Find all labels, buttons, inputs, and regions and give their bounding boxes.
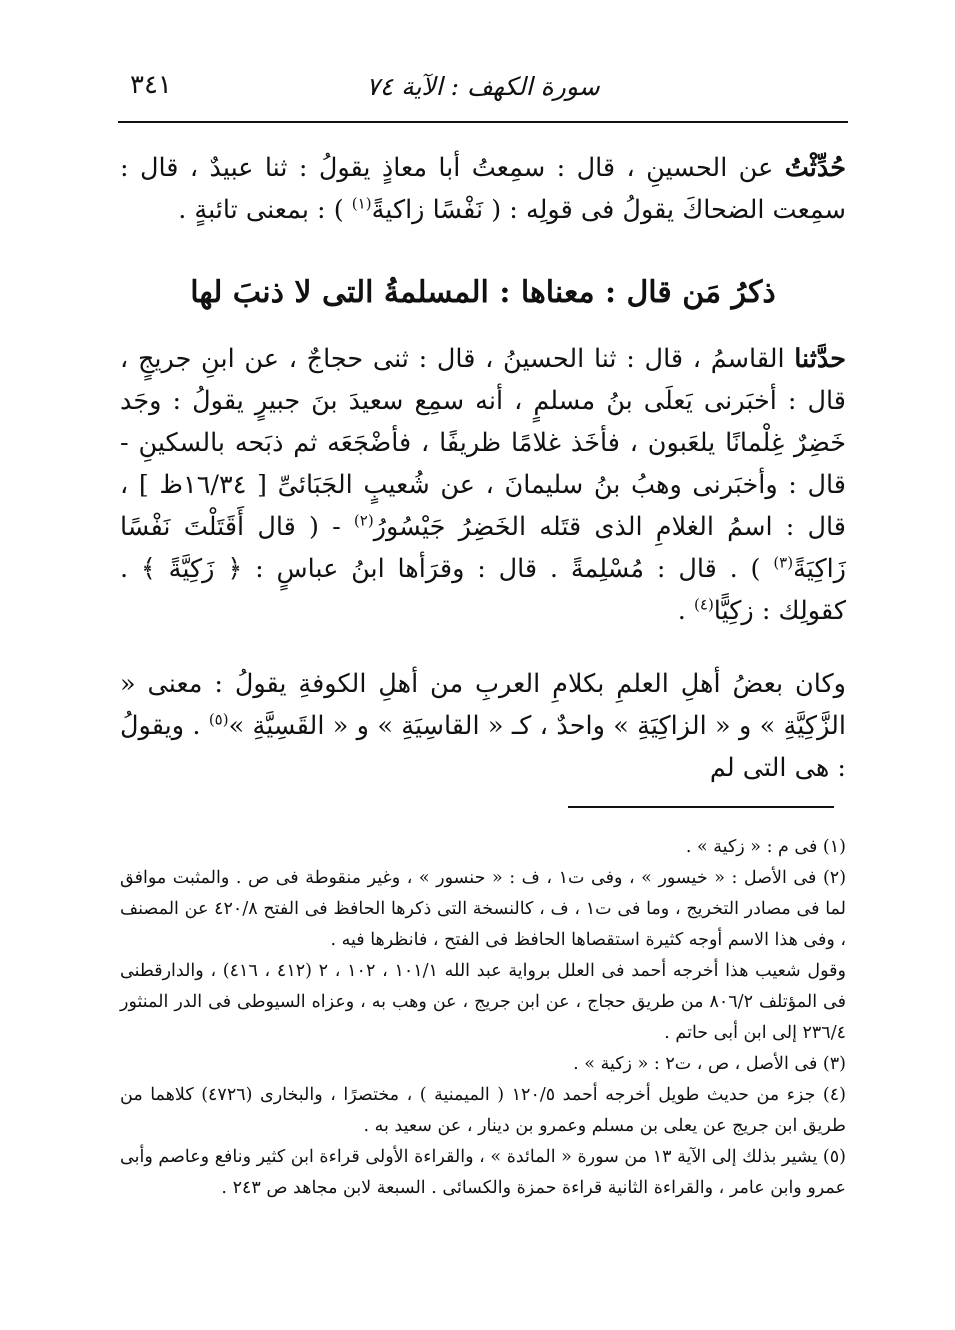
paragraph-1-text-a: عن الحسينِ ، قال : سمِعتُ أبا معاذٍ يقولُ : ثنا عبيدٌ ، قال : سمِعت الضحاكَ يقولُ فى قولِه : ( نَفْسًا زاكيةً bbox=[120, 153, 846, 225]
footnote-ref-2: (٢) bbox=[353, 511, 374, 530]
footnote-ref-5: (٥) bbox=[208, 710, 229, 729]
paragraph-1 bbox=[120, 147, 846, 231]
paragraph-2-lead: حدَّثنا bbox=[794, 344, 846, 374]
footnote-ref-1: (١) bbox=[351, 194, 372, 213]
paragraph-2-text-c: ) . قال : مُسْلِمةً . قال : وقرَأها ابنُ عباسٍ : ﴿ زَكِيَّةً ﴾ . كقولِك : زكِيًّا bbox=[120, 554, 846, 626]
footnote-ref-3: (٣) bbox=[773, 553, 794, 572]
footnote-rule bbox=[568, 806, 834, 808]
running-title: سورة الكهف : الآية ٧٤ bbox=[366, 72, 600, 101]
page-number: ٣٤١ bbox=[130, 70, 172, 100]
paragraph-2-text-a: القاسمُ ، قال : ثنا الحسينُ ، قال : ثنى حجاجٌ ، عن ابنِ جريجٍ ، قال : أخبَرنى يَعلَى بنُ مسلمٍ ، أنه سمِع سعيدَ بنَ جبيرٍ يقولُ : وجَد خَضِرٌ غِلْمانًا يلعَبون ، فأخَذ غلامًا ظريفًا ، فأضْجَعَه ثم ذبَحه بالسكينِ - قال : وأخبَرنى وهبُ بنُ سليمانَ ، عن شُعيبٍ الجَبَائىِّ [ ١٦/٣٤ظ ] ، قال : اسمُ الغلامِ الذى قتَله الخَضِرُ جَيْسُورُ bbox=[120, 344, 847, 542]
footnote-2: (٢) فى الأصل : « خيسور » ، وفى ت١ ، ف : « حنسور » ، وغير منقوطة فى ص . والمثبت موافق لما فى مصادر التخريج ، وما فى ت١ ، ف ، كالنسخة التى ذكرها الحافظ فى الفتح ٤٢٠/٨ عن المصنف ، وفى هذا الاسم أوجه كثيرة استقصاها الحافظ فى الفتح ، فانظرها فيه . bbox=[120, 868, 847, 950]
footnote-2-continued: وقول شعيب هذا أخرجه أحمد فى العلل برواية عبد الله ١٠١/١ ، ١٠٢ ، ٢ (٤١٢ ، ٤١٦) ، والدارقطنى فى المؤتلف ٨٠٦/٢ من طريق حجاج ، عن ابن جريج ، عن وهب به ، وعزاه السيوطى فى الدر المنثور ٢٣٦/٤ إلى ابن أبى حاتم . bbox=[120, 961, 846, 1043]
footnotes bbox=[120, 832, 846, 1204]
page-header bbox=[118, 62, 848, 112]
paragraph-2-text-b: - ( قال أَقَتَلْتَ نَفْسًا زَاكِيَةً bbox=[120, 512, 846, 584]
paragraph-1-lead: حُدِّثْتُ bbox=[784, 153, 846, 183]
paragraph-2 bbox=[120, 338, 846, 632]
section-heading: ذكرُ مَن قال : معناها : المسلمةُ التى لا ذنبَ لها bbox=[190, 275, 776, 310]
paragraph-2-text-d: . bbox=[677, 596, 695, 626]
header-rule bbox=[118, 121, 848, 123]
paragraph-3 bbox=[120, 663, 846, 789]
footnote-3: (٣) فى الأصل ، ص ، ت٢ : « زكية » . bbox=[573, 1054, 846, 1074]
paragraph-1-text-b: ) : بمعنى تائبةٍ . bbox=[178, 195, 352, 225]
footnote-1: (١) فى م : « زكية » . bbox=[685, 837, 846, 857]
footnote-ref-4: (٤) bbox=[694, 595, 714, 614]
footnote-5: (٥) يشير بذلك إلى الآية ١٣ من سورة « المائدة » ، والقراءة الأولى قراءة ابن كثير ونافع وعاصم وأبى عمرو وابن عامر ، والقراءة الثانية قراءة حمزة والكسائى . السبعة لابن مجاهد ص ٢٤٣ . bbox=[120, 1147, 846, 1198]
paragraph-3-text-a: وكان بعضُ أهلِ العلمِ بكلامِ العربِ من أهلِ الكوفةِ يقولُ : معنى « الزَّكِيَّةِ » و « الزاكِيَةِ » واحدٌ ، كـ « القاسِيَةِ » و « القَسِيَّةِ » bbox=[120, 669, 846, 741]
paragraph-3-text-b: . ويقولُ : هى التى لم bbox=[120, 711, 846, 783]
footnote-4: (٤) جزء من حديث طويل أخرجه أحمد ١٢٠/٥ ( الميمنية ) ، مختصرًا ، والبخارى (٤٧٢٦) كلاهما من طريق ابن جريج عن يعلى بن مسلم وعمرو بن دينار ، عن سعيد به . bbox=[120, 1085, 846, 1136]
